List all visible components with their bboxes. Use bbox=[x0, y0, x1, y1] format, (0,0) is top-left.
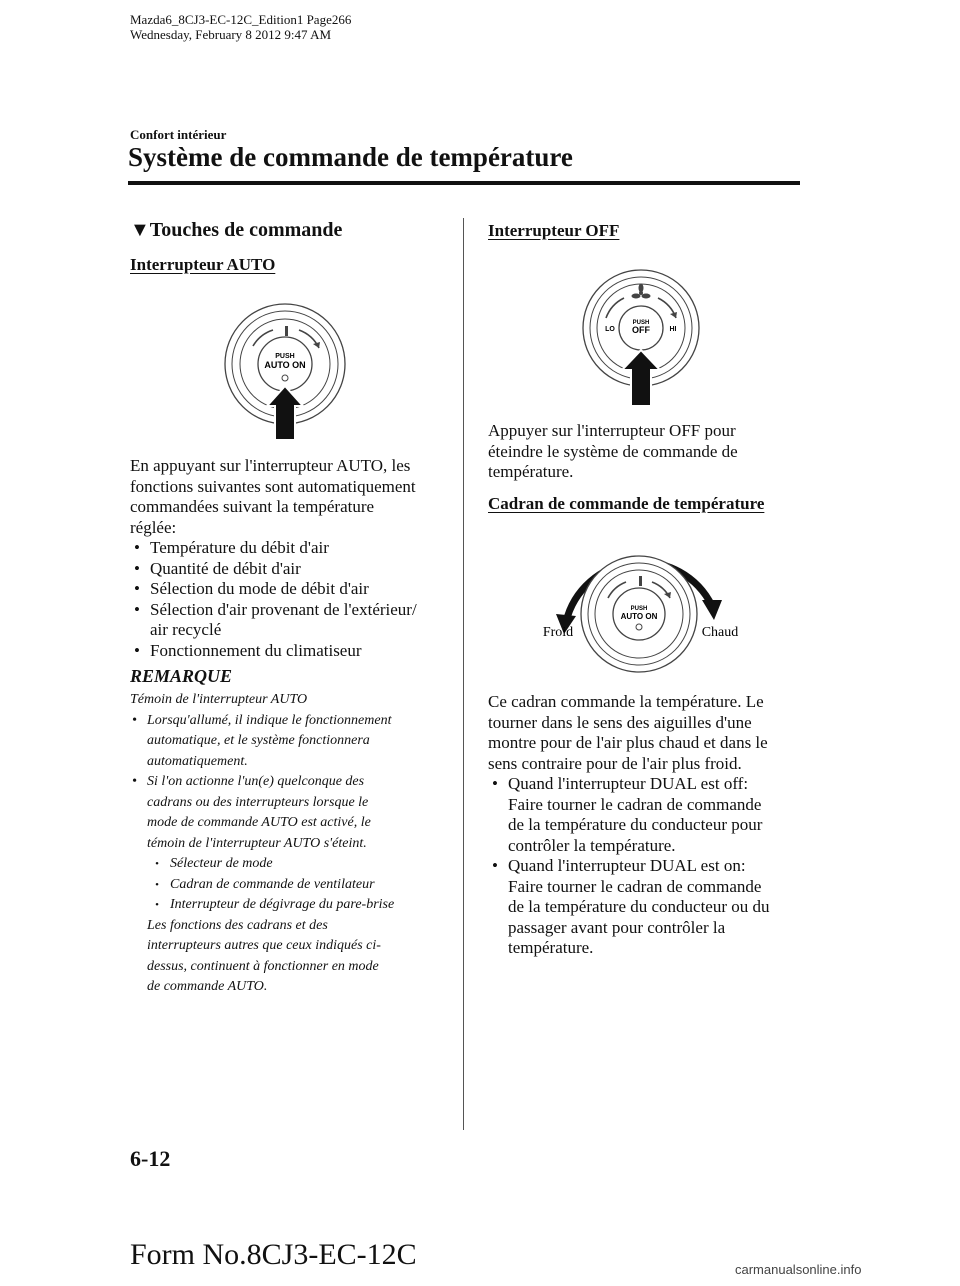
meta-line-2: Wednesday, February 8 2012 9:47 AM bbox=[130, 27, 332, 42]
list-item: • Sélection d'air provenant de l'extérieur/ air recyclé bbox=[130, 600, 450, 641]
note-block bbox=[130, 690, 442, 998]
auto-function-list bbox=[130, 538, 450, 661]
auto-description: En appuyant sur l'interrupteur AUTO, les fonctions suivantes sont automatiquement commandées suivant la température réglée: • Température du débit d'air • Quantité de débit d'air • Sélection du mode de débit d'air • Sélection d'air provenant de l'extérieur/ air recyclé • Fonctionnement du climatiseur bbox=[130, 456, 450, 661]
temperature-dial-figure bbox=[534, 530, 749, 678]
off-switch-figure bbox=[578, 268, 704, 410]
page-number: 6-12 bbox=[130, 1146, 171, 1171]
print-metadata bbox=[130, 12, 351, 42]
dual-list bbox=[488, 774, 808, 959]
note-heading: REMARQUE bbox=[130, 666, 233, 686]
dial-cold-label: Froid bbox=[542, 625, 574, 640]
page-title: Système de commande de température bbox=[128, 142, 573, 172]
dial-fig-label: AUTO ON bbox=[620, 612, 658, 621]
touches-heading-text: Touches de commande bbox=[149, 219, 343, 241]
list-item: • Sélection du mode de débit d'air bbox=[130, 579, 450, 600]
note-sub-item: • Cadran de commande de ventilateur bbox=[130, 875, 442, 896]
off-fig-lo: LO bbox=[605, 326, 615, 333]
press-arrow-icon bbox=[622, 350, 660, 406]
auto-fig-push: PUSH bbox=[275, 353, 295, 360]
clockwise-arrow-icon bbox=[702, 600, 722, 620]
note-sub-item: • Sélecteur de mode bbox=[130, 854, 442, 875]
title-rule bbox=[128, 181, 800, 185]
list-item: • Température du débit d'air bbox=[130, 538, 450, 559]
note-sub-item: • Interrupteur de dégivrage du pare-brise bbox=[130, 895, 442, 916]
triangle-icon: ▼ bbox=[130, 219, 150, 241]
off-fig-push: PUSH bbox=[632, 320, 650, 326]
list-item: • Quantité de débit d'air bbox=[130, 559, 450, 580]
list-item: • Fonctionnement du climatiseur bbox=[130, 641, 450, 662]
dial-description: Ce cadran commande la température. Le tourner dans le sens des aiguilles d'une montre pour de l'air plus chaud et dans le sens contraire pour de l'air plus froid. • Quand l'interrupteur DUAL est off: Faire tourner le cadran de commande de la température du conducteur pour contrôler la température. • Quand l'interrupteur DUAL est on: Faire tourner le cadran de commande de la température du conducteur ou du passager avant pour contrôler la température. bbox=[488, 692, 808, 959]
off-fig-label: OFF bbox=[632, 325, 650, 335]
watermark: carmanualsonline.info bbox=[735, 1262, 862, 1277]
note-item: • Si l'on actionne l'un(e) quelconque des cadrans ou des interrupteurs lorsque le mode de commande AUTO est activé, le témoin de l'interrupteur AUTO s'éteint. bbox=[130, 772, 442, 854]
list-item: • Quand l'interrupteur DUAL est off: Faire tourner le cadran de commande de la température du conducteur pour contrôler la température. bbox=[488, 774, 808, 856]
touches-heading bbox=[130, 219, 342, 242]
auto-switch-title: Interrupteur AUTO bbox=[130, 255, 276, 274]
dial-fig-push: PUSH bbox=[630, 606, 648, 612]
fan-icon bbox=[632, 284, 651, 299]
off-switch-title: Interrupteur OFF bbox=[488, 221, 620, 240]
section-label: Confort intérieur bbox=[130, 127, 227, 142]
off-description: Appuyer sur l'interrupteur OFF pour éteindre le système de commande de température. bbox=[488, 421, 738, 481]
dial-hot-label: Chaud bbox=[701, 625, 739, 640]
dial-title: Cadran de commande de température bbox=[488, 494, 765, 513]
meta-line-1: Mazda6_8CJ3-EC-12C_Edition1 Page266 bbox=[130, 12, 352, 27]
press-arrow-icon bbox=[267, 386, 303, 440]
auto-switch-figure bbox=[223, 302, 347, 444]
note-subtitle: Témoin de l'interrupteur AUTO bbox=[130, 692, 308, 707]
note-item: • Lorsqu'allumé, il indique le fonctionnement automatique, et le système fonctionnera automatiquement. bbox=[130, 711, 442, 773]
form-number: Form No.8CJ3-EC-12C bbox=[130, 1238, 417, 1271]
column-divider bbox=[463, 218, 464, 1130]
off-fig-hi: HI bbox=[669, 326, 677, 333]
auto-fig-label: AUTO ON bbox=[264, 360, 306, 370]
list-item: • Quand l'interrupteur DUAL est on: Faire tourner le cadran de commande de la température du conducteur ou du passager avant pour contrôler la température. bbox=[488, 856, 808, 959]
note-tail: Les fonctions des cadrans et des interrupteurs autres que ceux indiqués ci- dessus, continuent à fonctionner en mode de commande AUTO. bbox=[147, 917, 381, 994]
